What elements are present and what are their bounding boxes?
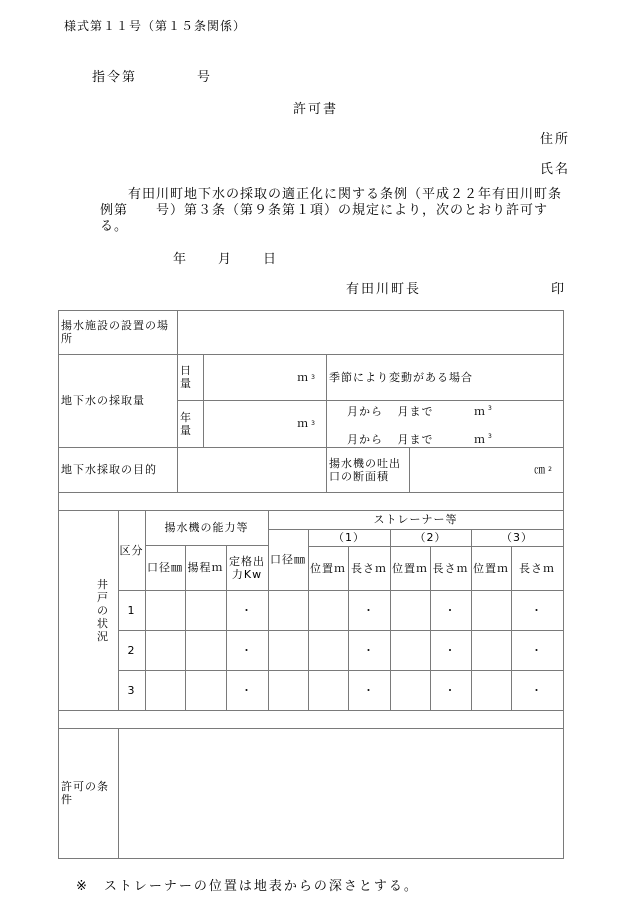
daily-unit: ｍ 3 <box>297 370 316 384</box>
row-2-length-dot-2: ・ <box>444 643 457 657</box>
purpose-label: 地下水採取の目的 <box>61 463 157 476</box>
seal-mark: 印 <box>551 282 567 297</box>
row-number-1: 1 <box>127 603 136 617</box>
intake-label: 地下水の採取量 <box>61 394 145 407</box>
outlet-area-label: 揚水機の吐出口の断面積 <box>329 456 401 483</box>
position-label-2: 位置ｍ <box>392 561 428 575</box>
annual-label: 年量 <box>180 410 192 437</box>
row-3-output-dot: ・ <box>241 683 253 697</box>
body-text: 有田川町地下水の採取の適正化に関する条例（平成２２年有田川町条例第 号）第３条（第９条第１項）の規定により，次のとおり許可する。 <box>100 187 563 234</box>
well-status-label: 井戸の状況 <box>97 577 109 643</box>
strainer-group-2: （2） <box>414 531 447 544</box>
row-number-3: 3 <box>127 683 136 697</box>
strainer-group-3: （3） <box>501 531 533 544</box>
position-label-3: 位置ｍ <box>473 561 509 575</box>
head-label: 揚程ｍ <box>187 561 224 574</box>
pump-capacity-label: 揚水機の能力等 <box>164 521 249 534</box>
footnote: ※ ストレーナーの位置は地表からの深さとする。 <box>76 879 419 894</box>
annual-unit: ｍ 3 <box>297 417 316 430</box>
season-row-1: 月から 月まで ｍ $^3$ <box>347 405 493 418</box>
strainer-group-1: （1） <box>333 531 365 544</box>
seasonal-label: 季節により変動がある場合 <box>329 370 473 384</box>
issuer-title: 有田川町長 <box>346 282 422 297</box>
name-label: 氏名 <box>540 162 571 177</box>
row-1-length-dot-2: ・ <box>444 603 457 617</box>
form-number: 様式第１１号（第１５条関係） <box>64 19 247 33</box>
page-title: 許可書 <box>293 102 339 117</box>
row-2-length-dot-3: ・ <box>531 643 543 657</box>
rated-output-label: 定格出力Kw <box>229 554 265 581</box>
row-3-length-dot-1: ・ <box>363 683 375 697</box>
outlet-area-unit: ㎝ 2 <box>534 463 553 476</box>
length-label-2: 長さｍ <box>432 561 469 575</box>
bore-label: 口径㎜ <box>270 553 306 566</box>
row-number-2: 2 <box>127 643 136 657</box>
date-line: 年 月 日 <box>173 252 279 267</box>
season-row-2: 月から 月まで ｍ $^3$ <box>347 433 493 446</box>
division-label: 区分 <box>119 543 144 557</box>
row-3-length-dot-3: ・ <box>531 683 543 697</box>
row-2-length-dot-1: ・ <box>363 643 375 657</box>
address-label: 住所 <box>540 132 571 147</box>
directive-number: 指令第 号 <box>92 70 213 85</box>
site-label: 揚水施設の設置の場所 <box>61 319 169 345</box>
row-1-length-dot-3: ・ <box>531 603 543 617</box>
length-label-3: 長さｍ <box>519 561 555 575</box>
row-3-length-dot-2: ・ <box>444 683 457 697</box>
position-label-1: 位置ｍ <box>310 561 346 575</box>
strainer-label: ストレーナー等 <box>373 513 458 526</box>
daily-label: 日量 <box>180 364 192 390</box>
diameter-label: 口径㎜ <box>147 561 183 574</box>
conditions-label: 許可の条件 <box>61 780 109 806</box>
row-1-length-dot-1: ・ <box>363 603 375 617</box>
length-label-1: 長さｍ <box>351 561 387 575</box>
row-2-output-dot: ・ <box>241 643 253 657</box>
row-1-output-dot: ・ <box>241 603 253 617</box>
